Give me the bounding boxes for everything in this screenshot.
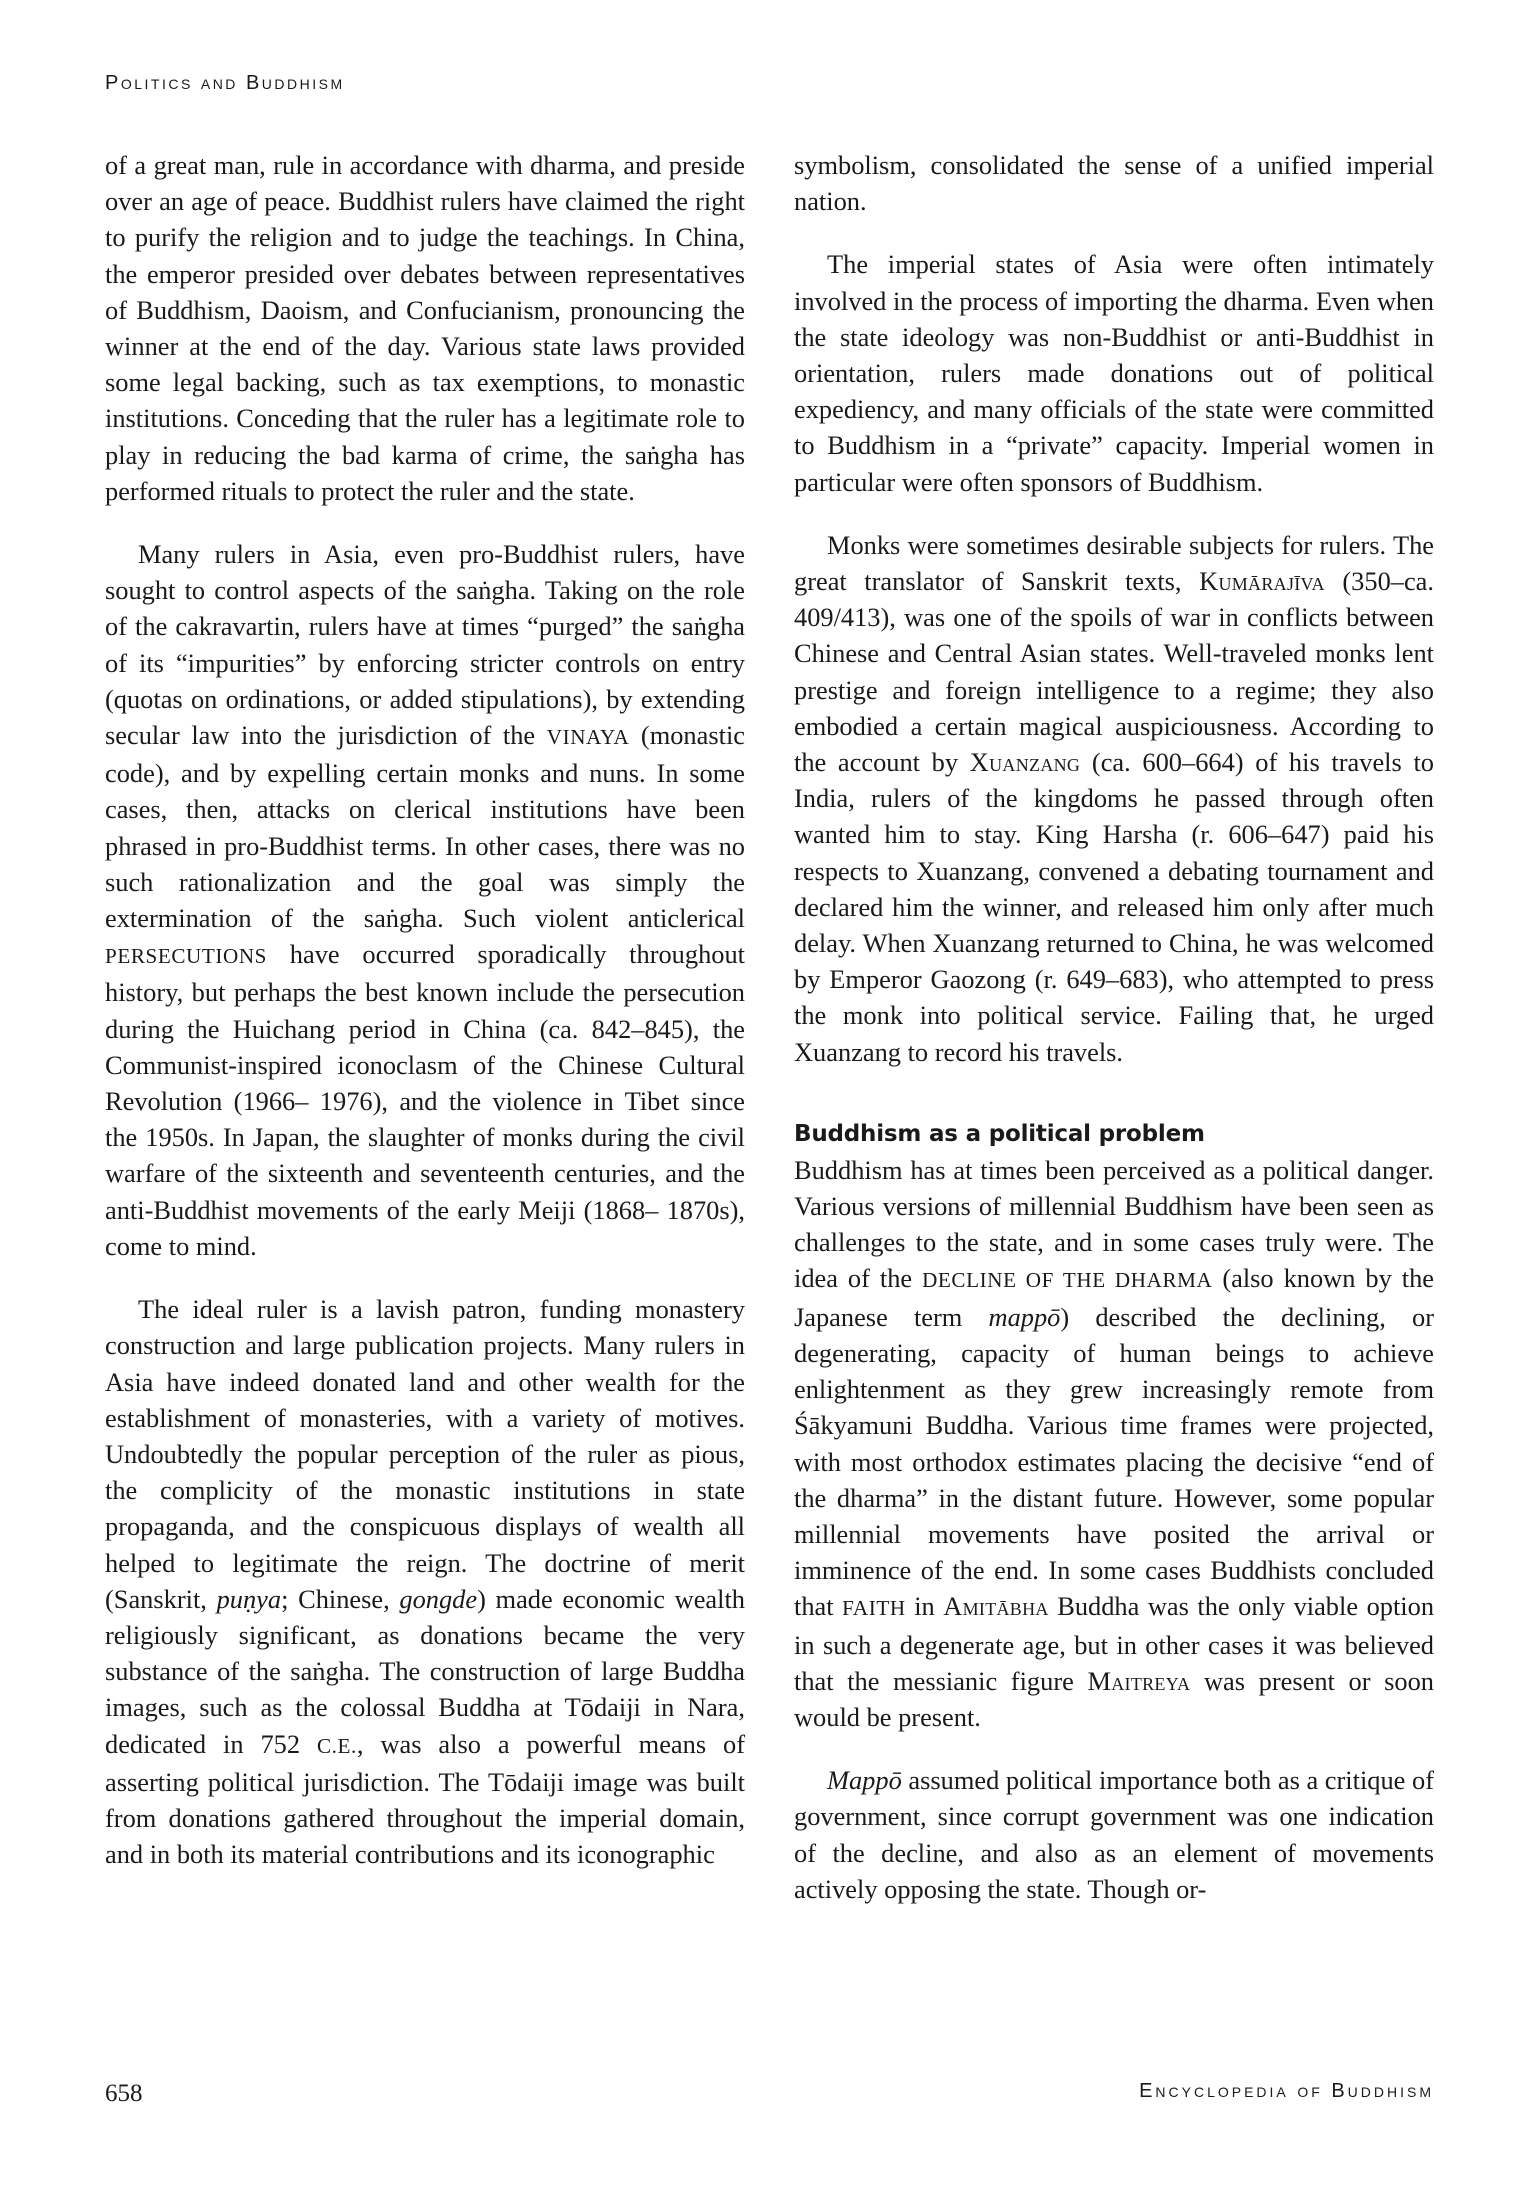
text-run: ) described the declining, or degenerating, capacity of human beings to achieve enlightenment as they grew increasingly remote from Śākyamuni Buddha. Various time frames were projected, with most orthodox estimates placing the decisive “end of the dharma” in the distant future. However, some popular millennial movements have posited the arrival or imminence of the end. In some cases Buddhists concluded that — [794, 1301, 1435, 1622]
term-mappo: Mappō — [827, 1765, 902, 1796]
term-gongde: gongde — [399, 1583, 478, 1614]
right-column — [794, 147, 1434, 1934]
text-run: Monks were sometimes desirable subjects for rulers. The great translator of Sanskrit texts, — [794, 529, 1434, 597]
cross-reference-amitabha[interactable]: Amitābha — [943, 1591, 1049, 1622]
paragraph: of a great man, rule in accordance with dharma, and preside over an age of peace. Buddhist rulers have claimed the right to purify the religion and to judge the teachings. In China, the emperor presided over debates between representatives of Buddhism, Daoism, and Confucianism, pronouncing the winner at the end of the day. Various state laws provided some legal backing, such as tax exemptions, to monastic institutions. Conceding that the ruler has a legitimate role to play in reducing the bad karma of crime, the saṅgha has performed rituals to protect the ruler and the state. — [105, 150, 745, 506]
text-run: was present or soon would be present. — [794, 1665, 1434, 1732]
cross-reference-xuanzang[interactable]: Xuanzang — [969, 747, 1081, 778]
cross-reference-decline-of-the-dharma[interactable]: DECLINE OF THE DHARMA — [922, 1268, 1213, 1293]
running-head: Politics and Buddhism — [105, 72, 345, 94]
paragraph: symbolism, consolidated the sense of a unified imperial nation. — [794, 150, 1434, 217]
text-run: assumed political importance both as a critique of government, since corrupt government was one indication of the decline, and also as an element of movements actively opposing the state. Though or- — [794, 1765, 1434, 1904]
text-run: , was also a powerful means of asserting political jurisdiction. The Tōdaiji image was built from donations gathered throughout the imperial domain, and in both its material contributions and its iconographic — [105, 1728, 745, 1870]
text-run: (ca. 600–664) of his travels to India, rulers of the kingdoms he passed through often wanted him to stay. King Harsha (r. 606–647) paid his respects to Xuanzang, convened a debating tournament and declared him the winner, and released him only after much delay. When Xuanzang returned to China, he was welcomed by Emperor Gaozong (r. 649–683), who attempted to press the monk into political service. Failing that, he urged Xuanzang to record his travels. — [794, 747, 1434, 1067]
cross-reference-faith[interactable]: FAITH — [842, 1596, 906, 1621]
text-run: in — [905, 1591, 944, 1622]
paragraph: The imperial states of Asia were often intimately involved in the process of importing the dharma. Even when the state ideology was non-Buddhist or anti-Buddhist in orientation, rulers made donations out of political expediency, and many officials of the state were committed to Buddhism in a “private” capacity. Imperial women in particular were often sponsors of Buddhism. — [794, 249, 1434, 497]
text-run: Many rulers in Asia, even pro-Buddhist rulers, have sought to control aspects of the saṅgha. Taking on the role of the cakravartin, rulers have at times “purged” the saṅgha of its “impurities” by enforcing stricter controls on entry (quotas on ordinations, or added stipulations), by extending secular law into the jurisdiction of the — [105, 539, 745, 751]
cross-reference-persecutions[interactable]: PERSECUTIONS — [105, 944, 268, 969]
term-mappo: mappō — [988, 1301, 1061, 1332]
paragraph — [105, 536, 745, 1264]
page-number: 658 — [105, 2080, 143, 2107]
paragraph — [105, 1291, 745, 1872]
paragraph — [794, 1762, 1434, 1907]
cross-reference-kumarajiva[interactable]: Kumārajīva — [1199, 566, 1325, 597]
running-foot: Encyclopedia of Buddhism — [1139, 2080, 1434, 2102]
left-column — [105, 147, 745, 1899]
term-punya: puṇya — [216, 1583, 282, 1614]
cross-reference-maitreya[interactable]: Maitreya — [1087, 1665, 1191, 1696]
section-heading: Buddhism as a political problem — [794, 1120, 1205, 1147]
text-run: (also known by the Japanese term — [794, 1263, 1434, 1332]
text-run: (350–ca. 409/413), was one of the spoils of war in conflicts between Chinese and Central Asian states. Well-traveled monks lent prestige and foreign intelligence to a regime; they also embodied a certain magical auspiciousness. According to the account by — [794, 566, 1434, 778]
text-run: ; Chinese, — [281, 1583, 400, 1614]
text-run: The ideal ruler is a lavish patron, funding monastery construction and large publication projects. Many rulers in Asia have indeed donated land and other wealth for the establishment of monasteries, with a variety of motives. Undoubtedly the popular perception of the ruler as pious, the complicity of the monastic institutions in state propaganda, and the conspicuous displays of wealth all helped to legitimate the reign. The doctrine of merit (Sanskrit, — [105, 1294, 745, 1614]
text-run: Buddha was the only viable option in such a degenerate age, but in other cases it was believed that the messianic figure — [794, 1591, 1435, 1696]
text-run: (monastic code), and by expelling certain monks and nuns. In some cases, then, attacks on clerical institutions have been phrased in pro-Buddhist terms. In other cases, there was no such rationalization and the goal was simply the extermination of the saṅgha. Such violent anticlerical — [105, 720, 745, 934]
era-abbreviation: C.E. — [316, 1733, 357, 1758]
text-run: have occurred sporadically throughout history, but perhaps the best known include the persecution during the Huichang period in China (ca. 842–845), the Communist-inspired iconoclasm of the Chinese Cultural Revolution (1966– 1976), and the violence in Tibet since the 1950s. In Japan, the slaughter of monks during the civil warfare of the sixteenth and seventeenth centuries, and the anti-Buddhist movements of the early Meiji (1868– 1870s), come to mind. — [105, 939, 745, 1261]
text-run: ) made economic wealth religiously significant, as donations became the very substance of the saṅgha. The construction of large Buddha images, such as the colossal Buddha at Tōdaiji in Nara, dedicated in 752 — [105, 1583, 745, 1759]
cross-reference-vinaya[interactable]: VINAYA — [546, 725, 630, 750]
text-run: Buddhism has at times been perceived as a political danger. Various versions of millennial Buddhism have been seen as challenges to the state, and in some cases truly were. The idea of the — [794, 1154, 1434, 1294]
paragraph — [794, 527, 1434, 1070]
paragraph — [794, 1152, 1434, 1735]
